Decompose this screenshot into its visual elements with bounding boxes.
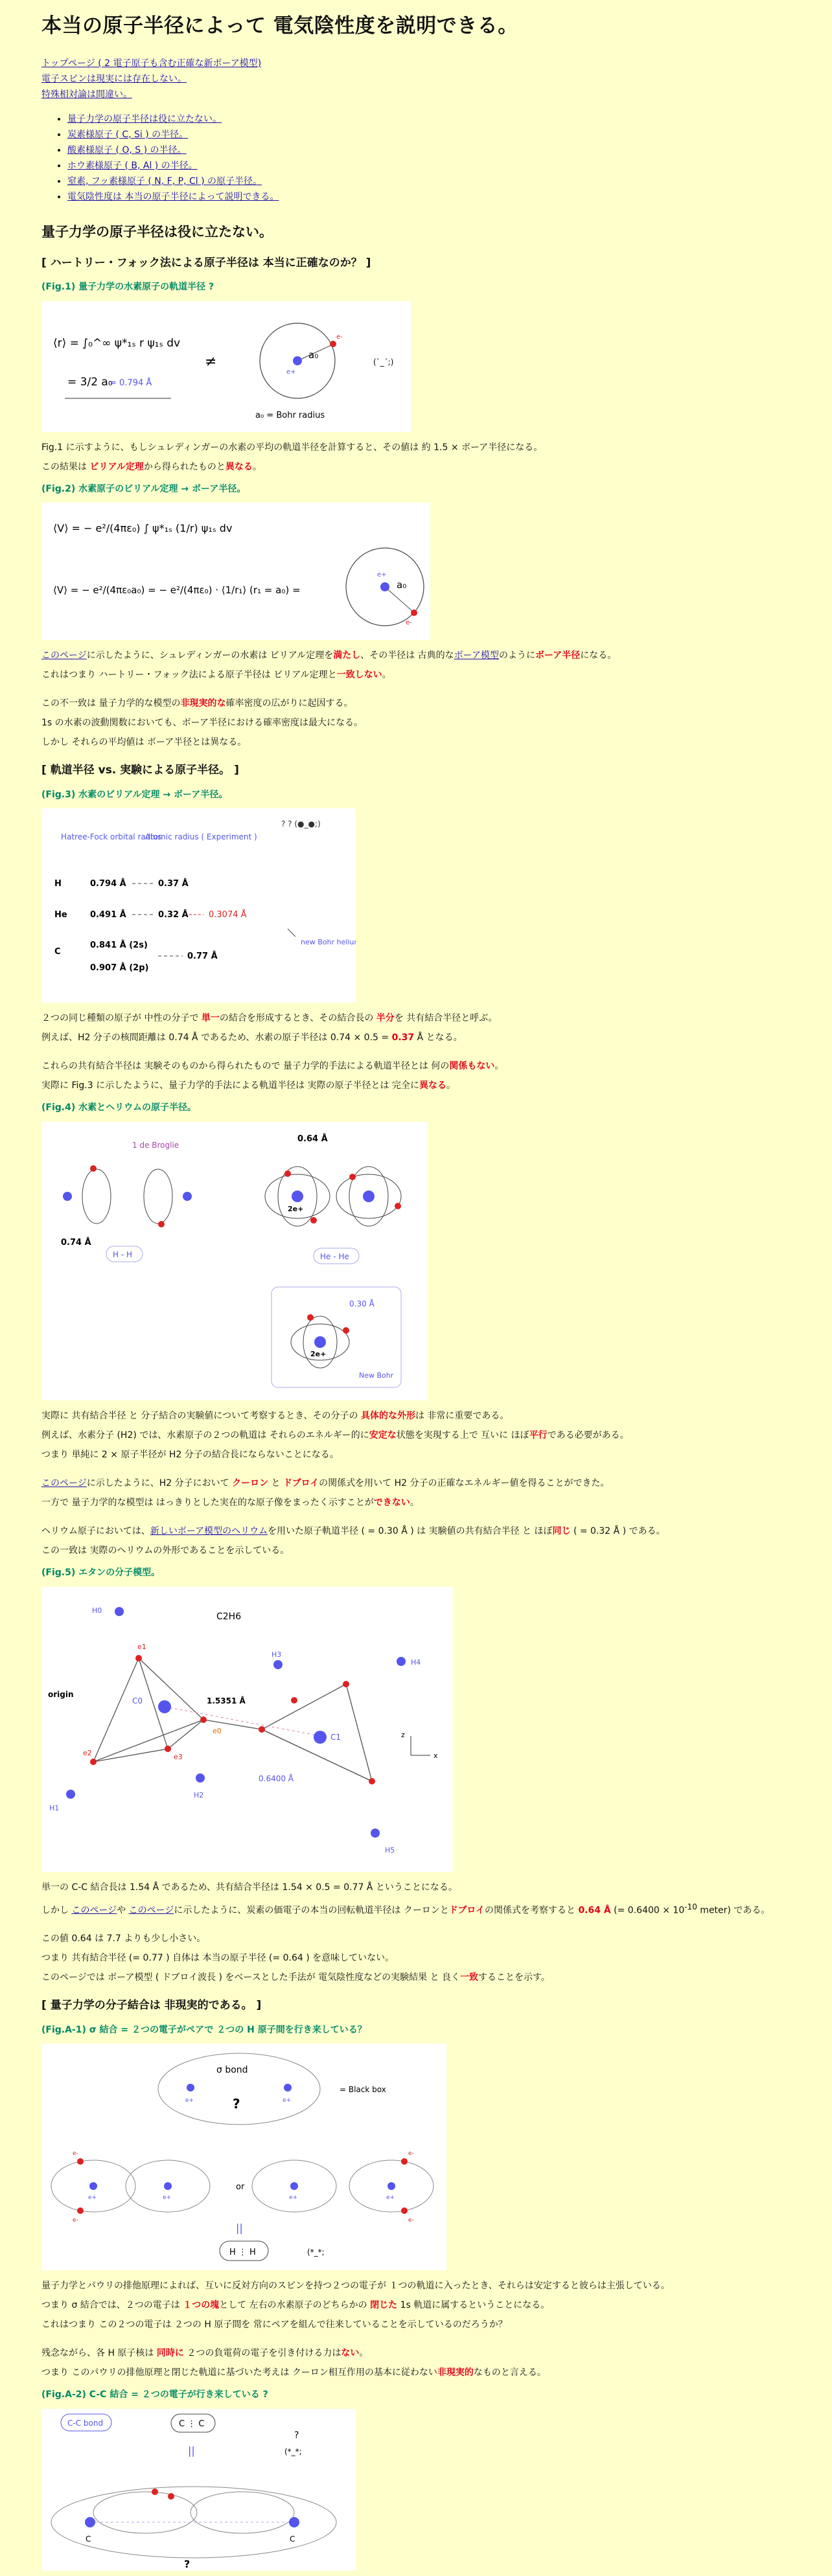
fig5-h0 — [115, 1607, 124, 1616]
para-hf-mismatch: これはつまり ハートリー・フォック法による原子半径は ビリアル定理と一致しない。 — [41, 670, 391, 681]
figA1-top-nucleus-left — [187, 2084, 194, 2092]
fig5-e3-label: e3 — [174, 1752, 183, 1761]
fig4-h-nucleus-left — [63, 1192, 72, 1201]
fig5-e3 — [165, 1746, 171, 1752]
figA1-left-eminus-2: e- — [73, 2217, 78, 2224]
para-h2-example: 例えば、H2 分子の核間距離は 0.74 Å であるため、水素の原子半径は 0.74 × 0.5 = 0.37 Å となる。 — [41, 1032, 463, 1043]
fig5-c1-label: C1 — [330, 1732, 341, 1742]
fig4-h-electron-left — [90, 1165, 97, 1172]
fig4-newbohr: New Bohr — [359, 1371, 394, 1380]
figA2-ccbond: C-C bond — [67, 2419, 104, 2428]
figA1-left-eminus-1: e- — [73, 2150, 78, 2158]
fig5-h4-label: H4 — [411, 1658, 421, 1667]
figA2-orbit-left — [93, 2492, 197, 2533]
fig5-origin: origin — [48, 1689, 74, 1699]
fig2-eminus: e- — [406, 619, 412, 627]
fig5-e-right-2 — [343, 1681, 349, 1687]
fig3-el-he: He — [54, 910, 67, 920]
fig2-formula1: ⟨V⟩ = − e²/(4πε₀) ∫ ψ*₁ₛ (1/r) ψ₁ₛ dv — [53, 522, 233, 535]
fig5-c1 — [314, 1731, 327, 1744]
fig1-a0-label: a₀ — [308, 348, 319, 361]
link-this-page-3[interactable]: このページ — [71, 1905, 117, 1916]
fig5-left-face — [93, 1658, 203, 1762]
fig4-diagram — [41, 1122, 427, 1400]
para-virial-diff: この結果は ビリアル定理から得られたものと異なる。 — [41, 461, 262, 472]
figA1-equal: || — [236, 2222, 243, 2235]
fig3-col1: Hatree-Fock orbital radius — [61, 832, 162, 842]
fig5-h1-label: H1 — [49, 1803, 60, 1812]
fig5-e0 — [200, 1716, 207, 1723]
fig4-d064: 0.64 Å — [297, 1134, 328, 1145]
figA1-left-nucleus-2 — [164, 2182, 172, 2190]
figA1-left-electron-1 — [77, 2158, 84, 2165]
fig4-he-electron-2 — [310, 1217, 317, 1224]
subheading-qm-bond-unrealistic: [ 量子力学の分子結合は 非現実的である。 ] — [41, 1999, 262, 2012]
figA1-right-nucleus-1 — [290, 2182, 298, 2190]
figA1-image — [41, 2044, 446, 2270]
fig5-h3 — [273, 1660, 283, 1669]
fig5-e1-label: e1 — [137, 1642, 146, 1651]
para-average-differs: しかし それらの平均値は ボーア半径とは異なる。 — [41, 737, 247, 748]
fig5-c0-label: C0 — [132, 1696, 143, 1705]
fig5-left-edge-3 — [168, 1720, 203, 1749]
figA1-diagram — [41, 2044, 446, 2270]
fig1-electron — [330, 341, 336, 347]
figA2-c-right — [289, 2517, 299, 2527]
para-pauli-unrealistic: つまり このパウリの排他原理と閉じた軌道に基づいた考えは クーロン相互作用の基本に従わない非現実的なものと言える。 — [41, 2367, 546, 2378]
fig5-caption: (Fig.5) エタンの分子模型。 — [41, 1567, 161, 1579]
fig1-image — [41, 301, 411, 432]
table-of-contents — [41, 111, 791, 205]
fig3-el-h: H — [54, 879, 62, 889]
fig3-exp-he: 0.32 Å — [158, 910, 189, 920]
para-carbon-true-radius: しかし このページや このページに示したように、炭素の価電子の本当の回転軌道半径は クーロンとドブロイの関係式を考察すると 0.64 Å (= $0.6400 \times 10^{-10}$ meter) である。 — [41, 1902, 770, 1916]
para-fig1-result: Fig.1 に示すように、もしシュレディンガーの水素の平均の軌道半径を計算すると、その値は 約 1.5 × ボーア半径になる。 — [41, 442, 543, 453]
para-1s-density: 1s の水素の波動関数においても、ボーア半径における確率密度は最大になる。 — [41, 718, 363, 729]
figA1-hh: H ⋮ H — [229, 2248, 256, 2258]
fig3-new-bohr-label: new Bohr helium — [301, 938, 356, 947]
top-links — [41, 56, 791, 102]
fig5-diagram — [41, 1587, 453, 1872]
fig2-eplus: e+ — [377, 571, 387, 579]
fig4-image — [41, 1122, 427, 1400]
figA2-caption: (Fig.A-2) C-C 結合 = ２つの電子が行き来している ? — [41, 2389, 268, 2400]
figA1-right-eplus-1: e+ — [289, 2194, 298, 2202]
fig5-h4 — [397, 1657, 406, 1666]
subheading-orbital-vs-experiment: [ 軌道半径 vs. 実験による原子半径。 ] — [41, 764, 239, 777]
figA1-right-electron-1 — [401, 2158, 408, 2165]
fig3-hf-c-2s: 0.841 Å (2s) — [90, 940, 148, 951]
para-bohr-agreement: このページでは ボーア模型 ( ドブロイ波長 ) をベースとした手法が 電気陰性度などの実験結果 と 良く一致することを示す。 — [41, 1972, 550, 1983]
figA1-sigma-label: σ bond — [216, 2065, 248, 2076]
figA1-sigma-blob — [158, 2053, 320, 2125]
fig1-eplus: e+ — [286, 368, 296, 376]
fig5-left-dash — [93, 1720, 203, 1762]
fig5-h2-label: H2 — [194, 1790, 204, 1799]
fig5-e0-label: e0 — [213, 1726, 222, 1735]
fig5-image — [41, 1587, 453, 1872]
para-no-relation: これらの共有結合半径は 実験そのものから得られたもので 量子力学的手法による軌道半径とは 何の関係もない。 — [41, 1061, 504, 1072]
figA1-top-eplus-right: e+ — [283, 2097, 292, 2104]
para-virial-bohr: このページに示したように、シュレディンガーの水素は ビリアル定理を満たし、その半径は 古典的なボーア模型のようにボーア半径になる。 — [41, 650, 617, 661]
para-covalent-not-true: つまり 共有結合半径 (= 0.77 ) 自体は 本当の原子半径 (= 0.64 ) を意味していない。 — [41, 1953, 395, 1964]
section-heading-qm-radius: 量子力学の原子半径は役に立たない。 — [41, 224, 273, 240]
fig5-h3-label: H3 — [272, 1650, 282, 1659]
fig3-hf-c-2p: 0.907 Å (2p) — [90, 963, 149, 974]
para-completely-different: 実際に Fig.3 に示したように、量子力学的手法による軌道半径は 実際の原子半径とは 完全に異なる。 — [41, 1080, 456, 1091]
fig5-z-label: z — [401, 1730, 405, 1739]
fig5-e2-label: e2 — [83, 1748, 92, 1757]
figA1-caption: (Fig.A-1) σ 結合 = ２つの電子がペアで ２つの H 原子間を行き来している？ — [41, 2024, 367, 2035]
link-special-relativity[interactable]: 特殊相対論は間違い。 — [41, 89, 132, 100]
para-nucleus-cannot: 残念ながら、各 H 原子核は 同時に ２つの負電荷の電子を引き付ける力はない。 — [41, 2348, 369, 2359]
figA2-orbit-right — [191, 2492, 294, 2533]
fig5-x-label: x — [433, 1751, 438, 1760]
figA1-right-eminus-2: e- — [408, 2217, 414, 2224]
para-molecular-shape: 実際に 共有結合半径 と 分子結合の実験値について考察するとき、その分子の 具体的な外形は 非常に重要である。 — [41, 1411, 509, 1422]
figA2-cc: C ⋮ C — [179, 2419, 205, 2430]
para-bond-length: つまり 単純に 2 × 原子半径が H2 分子の結合長にならないことになる。 — [41, 1450, 339, 1461]
fig3-exp-h: 0.37 Å — [158, 879, 189, 889]
subheading-hartree-fock: [ ハートリー・フォック法による原子半径は 本当に正確なのか？ ] — [41, 256, 371, 269]
fig1-formula-result: = 3/2 a₀ — [67, 375, 113, 389]
figA1-blackbox: = Black box — [340, 2085, 386, 2095]
fig5-h2 — [196, 1773, 205, 1783]
fig5-left-edge-2 — [93, 1749, 168, 1762]
fig4-h-orbit-right — [144, 1169, 172, 1224]
fig4-hh-label: H - H — [113, 1250, 133, 1260]
fig2-a0-label: a₀ — [397, 579, 407, 591]
fig5-h5-label: H5 — [385, 1845, 395, 1854]
toc-item-nitrogen-fluorine[interactable]: 窒素, フッ素様原子 ( N, F, P, Cl ) の原子半径。 — [67, 176, 262, 187]
fig1-bohr-label: a₀ = Bohr radius — [255, 410, 325, 420]
fig4-two-e: 2e+ — [288, 1205, 304, 1214]
fig3-col2: Atomic radius ( Experiment ) — [145, 832, 257, 842]
fig4-inset-two-e: 2e+ — [310, 1350, 327, 1359]
fig4-d030: 0.30 Å — [349, 1299, 375, 1309]
figA1-right-eplus-2: e+ — [386, 2194, 395, 2202]
figA2-electron-1 — [152, 2489, 158, 2495]
figA2-diagram — [41, 2409, 356, 2571]
figA1-or: or — [236, 2182, 245, 2193]
fig5-e-right-4 — [291, 1697, 297, 1704]
link-this-page-1[interactable]: このページ — [41, 650, 87, 661]
para-064-smaller: この値 0.64 は 7.7 よりも少し小さい。 — [41, 1933, 206, 1944]
fig3-hf-he: 0.491 Å — [90, 910, 126, 920]
fig3-new-he: 0.3074 Å — [209, 910, 247, 920]
figA2-c-left — [85, 2517, 95, 2527]
para-qm-cannot: 一方で 量子力学的な模型は はっきりとした実在的な原子像をまったく示すことができない。 — [41, 1498, 419, 1509]
page-title: 本当の原子半径によって 電気陰性度を説明できる。 — [41, 14, 518, 38]
figA1-right-electron-2 — [401, 2207, 408, 2214]
fig5-axis — [165, 1707, 320, 1736]
figA1-left-eplus-2: e+ — [163, 2194, 172, 2202]
fig5-c0 — [158, 1700, 171, 1713]
fig4-inset-electron-1 — [307, 1314, 314, 1321]
fig1-eminus: e- — [336, 333, 343, 341]
figA1-left-nucleus-1 — [89, 2182, 97, 2190]
figA1-face: (*_*; — [307, 2248, 325, 2257]
fig4-he-nucleus-right — [363, 1191, 375, 1202]
fig3-el-c: C — [54, 947, 61, 957]
para-helium-radius: ヘリウム原子においては、新しいボーア模型のヘリウムを用いた原子軌道半径 ( = 0.30 Å ) は 実験値の共有結合半径 と ほぼ同じ ( = 0.32 Å ) である。 — [41, 1526, 665, 1537]
link-new-bohr-helium[interactable]: 新しいボーア模型のヘリウム — [150, 1526, 268, 1537]
toc-item-oxygen[interactable]: 酸素様原子 ( O, S ) の半径。 — [67, 145, 187, 156]
toc-item-carbon[interactable]: 炭素様原子 ( C, Si ) の半径。 — [67, 130, 189, 141]
fig5-h1 — [66, 1790, 75, 1799]
fig4-he-electron-1 — [284, 1170, 291, 1177]
fig3-face: ? ? (●_●;) — [281, 819, 321, 829]
figA1-right-nucleus-2 — [387, 2182, 395, 2190]
para-coulomb-debroglie: このページに示したように、H2 分子において クーロン と ドブロイの関係式を用いて H2 分子の正確なエネルギー値を得ることができた。 — [41, 1478, 610, 1489]
para-h2-parallel: 例えば、水素分子 (H2) では、水素原子の２つの軌道は それらのエネルギー的に安定な状態を実現する上で 互いに ほぼ平行である必要がある。 — [41, 1430, 629, 1441]
fig4-he-electron-3 — [349, 1174, 356, 1180]
fig4-caption: (Fig.4) 水素とヘリウムの原子半径。 — [41, 1102, 196, 1113]
figA2-c-right-label: C — [290, 2535, 295, 2544]
fig5-h5 — [371, 1829, 380, 1838]
fig3-caption: (Fig.3) 水素のビリアル定理 → ボーア半径。 — [41, 789, 228, 800]
para-cc-bond-length: 単一の C-C 結合長は 1.54 Å であるため、共有結合半径は 1.54 × 0.5 = 0.77 Å ということになる。 — [41, 1882, 457, 1893]
para-pair-travel: これはつまり この２つの電子は ２つの H 原子間を 常にペアを組んで往来していることを示しているのだろうか？ — [41, 2320, 507, 2331]
figA2-c-left-label: C — [86, 2535, 91, 2544]
fig5-h0-label: H0 — [92, 1606, 102, 1615]
figA1-right-eminus-1: e- — [408, 2150, 414, 2158]
fig3-exp-c: 0.77 Å — [187, 952, 218, 962]
toc-item-electronegativity[interactable]: 電気陰性度は 本当の原子半径によって説明できる。 — [67, 192, 279, 203]
fig1-neq: ≠ — [205, 353, 217, 370]
fig2-diagram — [41, 503, 430, 640]
fig5-e2 — [90, 1759, 97, 1765]
figA1-left-eplus-1: e+ — [88, 2194, 97, 2202]
figA2-bottom-question: ? — [184, 2558, 191, 2571]
fig3-hf-h: 0.794 Å — [90, 879, 126, 889]
figA2-face: (*_*; — [284, 2447, 302, 2457]
fig4-d074: 0.74 Å — [61, 1238, 91, 1248]
fig3-diagram — [41, 808, 356, 1003]
fig5-e-right-3 — [369, 1778, 375, 1784]
link-electron-spin[interactable]: 電子スピンは現実には存在しない。 — [41, 74, 187, 85]
fig2-nucleus — [380, 582, 389, 591]
fig4-h-electron-right — [158, 1221, 165, 1227]
figA2-image — [41, 2409, 356, 2571]
fig1-caption: (Fig.1) 量子力学の水素原子の軌道半径 ? — [41, 281, 214, 292]
fig4-he-nucleus-left — [292, 1191, 303, 1202]
fig4-he-electron-4 — [395, 1203, 401, 1209]
figA1-left-electron-2 — [77, 2207, 84, 2214]
toc-item-boron[interactable]: ホウ素様原子 ( B, Al ) の半径。 — [67, 161, 198, 172]
figA2-electron-2 — [168, 2493, 174, 2500]
link-bohr-model[interactable]: ボーア模型 — [454, 650, 499, 661]
fig5-d06400: 0.6400 Å — [259, 1773, 294, 1783]
fig2-image — [41, 503, 430, 640]
figA1-question: ? — [233, 2096, 240, 2112]
toc-item-qm-radius[interactable]: 量子力学の原子半径は役に立たない。 — [67, 114, 222, 125]
link-top-page[interactable]: トップページ ( 2 電子原子も含む正確な新ボーア模型) — [41, 58, 262, 69]
fig1-face: (`_´;) — [373, 357, 394, 367]
fig5-e1 — [135, 1655, 142, 1661]
fig5-d15351: 1.5351 Å — [207, 1696, 246, 1705]
fig2-electron — [411, 610, 417, 616]
fig4-inset-electron-2 — [343, 1327, 349, 1334]
fig4-debroglie: 1 de Broglie — [132, 1141, 179, 1150]
fig5-e-right-1 — [259, 1726, 265, 1733]
figA1-top-eplus-left: e+ — [185, 2097, 194, 2104]
link-this-page-4[interactable]: このページ — [128, 1905, 174, 1916]
para-covalent-radius-def: ２つの同じ種類の原子が 中性の分子で 単一の結合を形成するとき、その結合長の 半分を 共有結合半径と呼ぶ。 — [41, 1013, 498, 1024]
fig4-hehe-label: He - He — [320, 1252, 349, 1262]
fig3-arrow — [288, 929, 295, 937]
para-pauli-claim: 量子力学とパウリの排他原理によれば、互いに反対方向のスピンを持つ２つの電子が １つの軌道に入ったとき、それらは安定すると彼らは主張している。 — [41, 2281, 670, 2292]
fig2-formula2: ⟨V⟩ = − e²/(4πε₀a₀) = − e²/(4πε₀) · ⟨1/r₁⟩ (r₁ = a₀) = — [53, 584, 301, 597]
para-helium-shape: この一致は 実際のヘリウムの外形であることを示している。 — [41, 1545, 290, 1556]
fig3-image — [41, 808, 356, 1003]
fig4-h-nucleus-right — [183, 1192, 192, 1201]
fig1-result-value: = 0.794 Å — [110, 378, 152, 388]
figA2-equal: || — [188, 2445, 195, 2457]
para-sigma-pair: つまり σ 結合では、２つの電子は １つの塊として 左右の水素原子のどちらかの 閉じた 1s 軌道に属するということになる。 — [41, 2300, 550, 2311]
link-this-page-2[interactable]: このページ — [41, 1478, 87, 1489]
para-mismatch-cause: この不一致は 量子力学的な模型の非現実的な確率密度の広がりに起因する。 — [41, 698, 353, 709]
figA2-question: ? — [294, 2430, 299, 2441]
fig5-title: C2H6 — [216, 1611, 242, 1622]
fig1-formula-lhs: ⟨r⟩ = ∫₀^∞ ψ*₁ₛ r ψ₁ₛ dv — [53, 336, 181, 350]
fig2-caption: (Fig.2) 水素原子のビリアル定理 → ボーア半径。 — [41, 483, 246, 494]
fig4-inset-nucleus — [314, 1336, 326, 1348]
fig1-nucleus — [293, 356, 302, 365]
figA1-top-nucleus-right — [284, 2084, 292, 2092]
fig1-diagram — [41, 301, 411, 432]
fig4-h-orbit-left — [82, 1169, 111, 1224]
